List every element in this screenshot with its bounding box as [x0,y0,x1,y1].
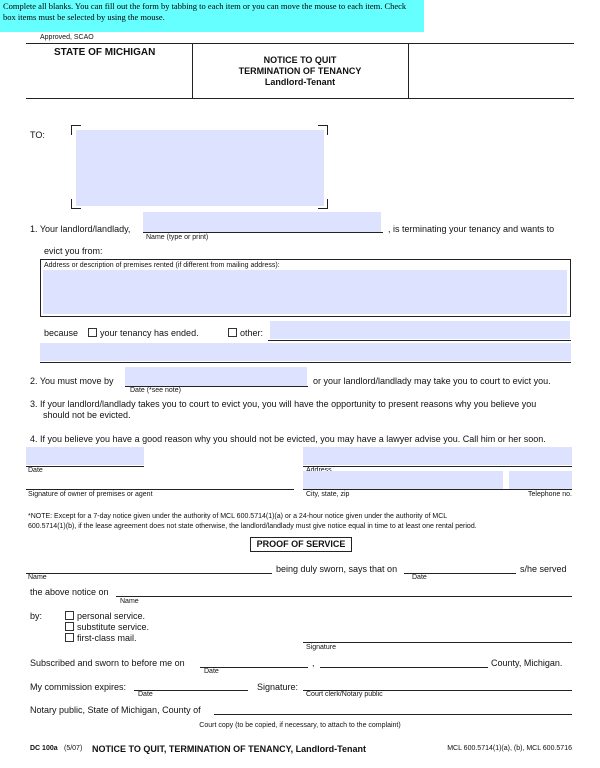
to-label: TO: [30,130,45,140]
landlord-address-rule [303,466,572,467]
footer-title: NOTICE TO QUIT, TERMINATION OF TENANCY, Landlord-Tenant [92,744,366,754]
other-reason-field-2[interactable] [40,343,571,361]
served-person-caption: Name [120,598,139,605]
other-reason-rule-2 [40,362,571,363]
first-class-mail-checkbox[interactable] [65,633,74,642]
server-signature-caption: Signature [306,644,336,651]
date-caption: Date [28,467,43,474]
name-caption: Name (type or print) [146,234,209,241]
above-notice-text: the above notice on [30,587,109,597]
item1-suffix: , is terminating your tenancy and wants to [388,224,555,234]
item3-line2: should not be evicted. [43,410,131,420]
item2-prefix: 2. You must move by [30,376,114,386]
personal-service-checkbox[interactable] [65,611,74,620]
move-by-date-field[interactable] [125,367,307,386]
server-signature-rule [303,642,572,643]
note-line2: 600.5714(1)(b), if the lease agreement does not state otherwise, the landlord/landlady must give notice equal in time to at least one rental period. [28,523,477,530]
form-revision: (5/07) [64,745,83,752]
commission-text: My commission expires: [30,682,127,692]
notary-text: Notary public, State of Michigan, County of [30,705,201,715]
notice-date-field[interactable] [26,447,144,465]
note-line1: *NOTE: Except for a 7-day notice given under the authority of MCL 600.5714(1)(a) or a 24-hour notice given under the authority of MCL [28,513,448,520]
tenant-address-field[interactable] [76,130,324,206]
other-reason-field[interactable] [270,321,570,339]
comma: , [312,658,315,668]
form-title-2: TERMINATION OF TENANCY [238,66,362,76]
approved-label: Approved, SCAO [40,34,94,41]
owner-signature-rule [26,489,294,490]
county-rule [320,667,488,668]
owner-signature-caption: Signature of owner of premises or agent [28,491,153,498]
substitute-service-label: substitute service. [77,622,150,632]
first-class-mail-label: first-class mail. [77,633,137,643]
item4-text: 4. If you believe you have a good reason why you should not be evicted, you may have a lawyer advise you. Call him or her soon. [30,434,546,444]
premises-field[interactable] [43,270,567,314]
server-name-caption: Name [28,574,47,581]
other-reason-rule [268,340,571,341]
header-bottom-rule [26,98,574,99]
court-copy-text: Court copy (to be copied, if necessary, to attach to the complaint) [199,722,401,729]
date-see-note-caption: Date (*see note) [130,387,181,394]
telephone-caption: Telephone no. [528,491,572,498]
county-michigan-text: County, Michigan. [491,658,563,668]
server-name-rule [26,573,272,574]
landlord-address-field[interactable] [303,447,572,465]
other-checkbox[interactable] [228,328,237,337]
commission-date-caption: Date [138,691,153,698]
proof-of-service-title: PROOF OF SERVICE [250,537,352,552]
city-caption: City, state, zip [306,491,350,498]
item1-prefix: 1. Your landlord/landlady, [30,224,131,234]
instructions-banner: Complete all blanks. You can fill out the form by tabbing to each item or you can move the mouse to each item. Check box items must be selected by using the mouse. [0,0,424,32]
city-rule [303,489,572,490]
state-label: STATE OF MICHIGAN [54,47,156,58]
form-number: DC 100a [30,745,58,752]
substitute-service-checkbox[interactable] [65,622,74,631]
landlord-name-rule [143,232,383,233]
notice-date-rule [26,466,144,467]
subscribed-text: Subscribed and sworn to before me on [30,658,185,668]
clerk-caption: Court clerk/Notary public [306,691,383,698]
address-caption: Address or description of premises rented (if different from mailing address): [44,262,280,269]
by-label: by: [30,611,43,621]
served-date-caption: Date [412,574,427,581]
personal-service-label: personal service. [77,611,146,621]
other-label: other: [240,328,264,338]
landlord-name-field[interactable] [143,212,381,232]
telephone-field[interactable] [509,471,572,489]
header-top-rule [26,43,574,44]
notary-county-rule [214,714,572,715]
item3-line1: 3. If your landlord/landlady takes you to court to evict you, you will have the opportunity to present reasons why you believe you [30,399,537,409]
city-state-zip-field[interactable] [303,471,503,489]
form-title-3: Landlord-Tenant [264,77,336,87]
subscribed-date-caption: Date [204,668,219,675]
header-divider-right [408,43,409,98]
because-label: because [44,328,79,338]
evict-text: evict you from: [44,246,103,256]
served-text: s/he served [520,564,567,574]
sworn-text: being duly sworn, says that on [276,564,398,574]
tenancy-ended-checkbox[interactable] [88,328,97,337]
served-person-rule [116,596,572,597]
item2-suffix: or your landlord/landlady may take you to court to evict you. [313,376,551,386]
form-title-1: NOTICE TO QUIT [263,55,337,65]
signature-label: Signature: [257,682,299,692]
footer-mcl: MCL 600.5714(1)(a), (b), MCL 600.5716 [447,745,572,752]
tenancy-ended-label: your tenancy has ended. [100,328,199,338]
